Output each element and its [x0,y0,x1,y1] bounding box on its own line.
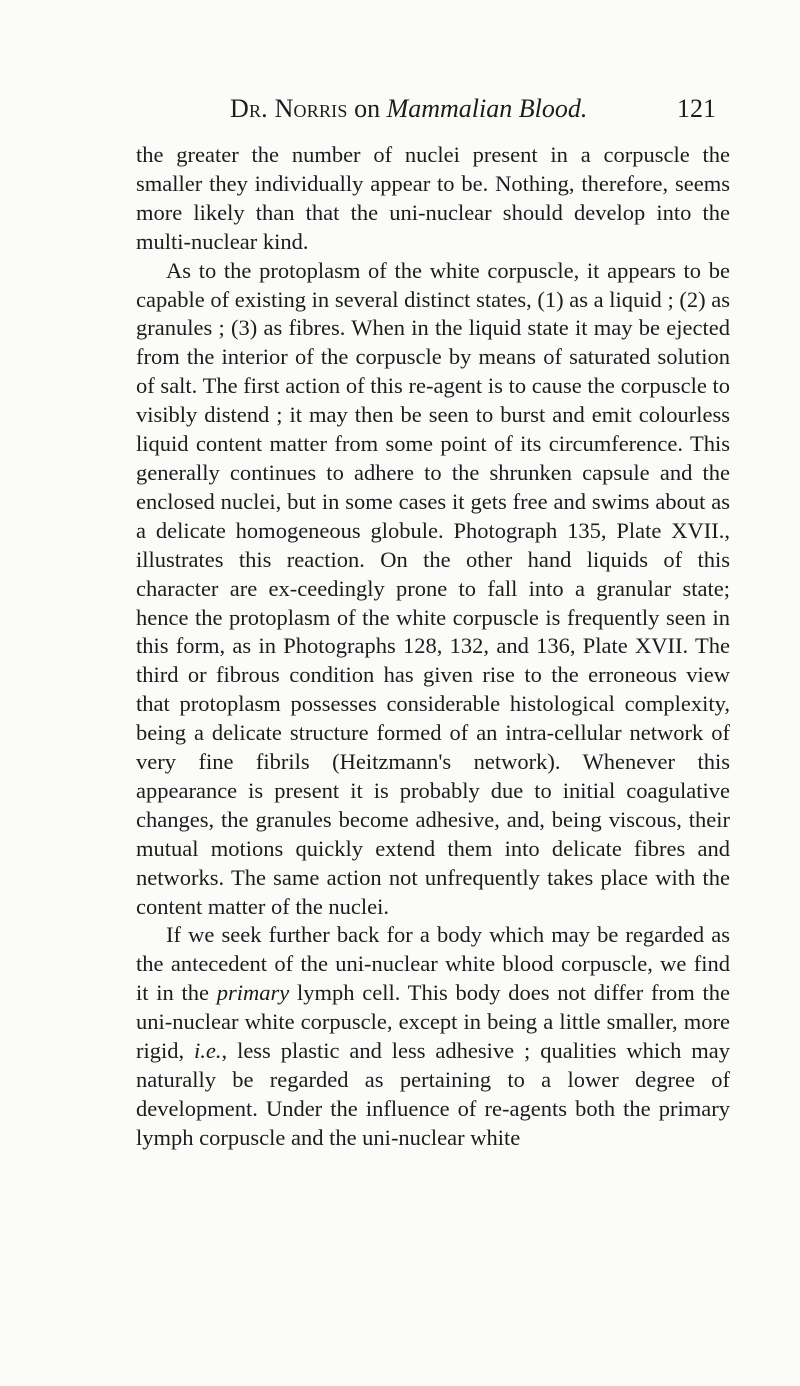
emphasis-primary: primary [216,980,290,1006]
paragraph-1: the greater the number of nuclei present in a corpuscle the smaller they individually appear to be. Nothing, therefore, seems more likely than that the uni-nuclear should develop into the multi-nuclear kind. [136,142,730,254]
paragraph-3-part-1: If we seek further back for a body which may be regarded as the antecedent of the uni-nuclear white blood corpuscle, we find it in the [136,922,730,1006]
paragraph-3 [136,921,730,1152]
paragraph-2: As to the protoplasm of the white corpuscle, it appears to be capable of existing in several distinct states, (1) as a liquid ; (2) as granules ; (3) as fibres. When in the liquid state it may be ejected from the interior of the corpuscle by means of saturated solution of salt. The first action of this re-agent is to cause the corpuscle to visibly distend ; it may then be seen to burst and emit colourless liquid content matter from some point of its circumference. This generally continues to adhere to the shrunken capsule and the enclosed nuclei, but in some cases it gets free and swims about as a delicate homogeneous globule. Photograph 135, Plate XVII., illustrates this reaction. On the other hand liquids of this character are ex-ceedingly prone to fall into a granular state; hence the protoplasm of the white corpuscle is frequently seen in this form, as in Photographs 128, 132, and 136, Plate XVII. The third or fibrous condition has given rise to the erroneous view that protoplasm possesses considerable histological complexity, being a delicate structure formed of an intra-cellular network of very fine fibrils (Heitzmann's network). Whenever this appearance is present it is probably due to initial coagulative changes, the granules become adhesive, and, being viscous, their mutual motions quickly extend them into delicate fibres and networks. The same action not unfrequently takes place with the content matter of the nuclei. [136,257,730,919]
body-text [136,141,730,1153]
paragraph-3-part-2: lymph cell. This body does not differ from the uni-nuclear white corpuscle, except in being a little smaller, more rigid, [136,980,730,1064]
running-head-author: Dr. Norris [230,94,348,123]
page-header [230,92,716,126]
running-head-title: Mammalian Blood. [386,94,588,123]
abbreviation-ie: i.e. [194,1038,222,1064]
running-head-connector: on [347,94,387,123]
page-number: 121 [677,94,716,123]
paragraph-3-part-3: , less plastic and less adhesive ; qualities which may naturally be regarded as pertaining to a lower degree of development. Under the influence of re-agents both the primary lymph corpuscle and the uni-nuclear white [136,1038,730,1150]
running-head [230,92,587,126]
